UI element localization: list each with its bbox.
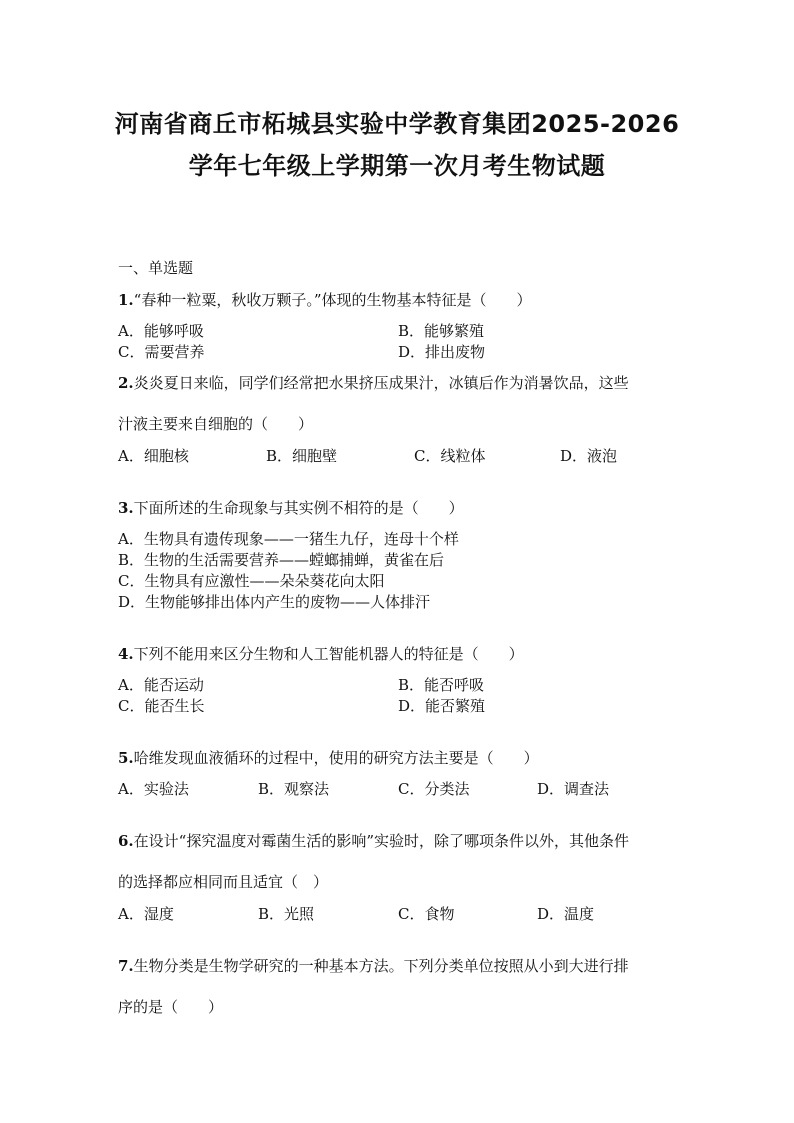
- question-7-stem: [118, 956, 629, 976]
- question-7-stem-continued: 序的是（ ）: [118, 998, 224, 1016]
- exam-title-line-2: 学年七年级上学期第一次月考生物试题: [188, 152, 606, 180]
- question-5-option-d[interactable]: D．调查法: [537, 780, 610, 798]
- section-heading: 一、单选题: [118, 259, 194, 277]
- question-number: 2.: [118, 374, 134, 392]
- question-2-option-a[interactable]: A．细胞核: [118, 447, 189, 465]
- question-1-stem: [118, 290, 532, 310]
- question-6-stem: [118, 831, 629, 851]
- question-1-option-b[interactable]: B．能够繁殖: [398, 322, 485, 340]
- question-text: 哈维发现血液循环的过程中，使用的研究方法主要是（ ）: [133, 749, 539, 767]
- question-5-option-c[interactable]: C．分类法: [398, 780, 470, 798]
- question-number: 1.: [118, 291, 134, 309]
- question-text: “春种一粒粟，秋收万颗子。”体现的生物基本特征是（ ）: [133, 291, 532, 309]
- question-number: 7.: [118, 957, 134, 975]
- question-text: 生物分类是生物学研究的一种基本方法。下列分类单位按照从小到大进行排: [133, 957, 629, 975]
- question-2-option-d[interactable]: D．液泡: [560, 447, 618, 465]
- question-6-option-c[interactable]: C．食物: [398, 905, 455, 923]
- exam-title-line-1: 河南省商丘市柘城县实验中学教育集团2025-2026: [114, 110, 680, 138]
- question-3-stem: [118, 498, 464, 518]
- question-number: 6.: [118, 832, 134, 850]
- question-2-stem: [118, 373, 629, 393]
- question-text: 在设计“探究温度对霉菌生活的影响”实验时，除了哪项条件以外，其他条件: [133, 832, 630, 850]
- question-5-option-b[interactable]: B．观察法: [258, 780, 330, 798]
- question-4-stem: [118, 644, 524, 664]
- question-3-option-a[interactable]: A．生物具有遗传现象——一猪生九仔，连母十个样: [118, 530, 459, 548]
- question-text: 下面所述的生命现象与其实例不相符的是（ ）: [133, 499, 464, 517]
- question-number: 5.: [118, 749, 134, 767]
- question-2-option-c[interactable]: C．线粒体: [414, 447, 486, 465]
- question-4-option-a[interactable]: A．能否运动: [118, 676, 204, 694]
- question-number: 4.: [118, 645, 134, 663]
- question-4-option-c[interactable]: C．能否生长: [118, 697, 205, 715]
- question-text: 炎炎夏日来临，同学们经常把水果挤压成果汁，冰镇后作为消暑饮品，这些: [133, 374, 629, 392]
- question-3-option-d[interactable]: D．生物能够排出体内产生的废物——人体排汗: [118, 593, 431, 611]
- question-2-stem-continued: 汁液主要来自细胞的（ ）: [118, 415, 314, 433]
- question-4-option-d[interactable]: D．能否繁殖: [398, 697, 486, 715]
- question-6-option-d[interactable]: D．温度: [537, 905, 595, 923]
- question-5-stem: [118, 748, 539, 768]
- question-3-option-c[interactable]: C．生物具有应激性——朵朵葵花向太阳: [118, 572, 385, 590]
- question-6-option-a[interactable]: A．湿度: [118, 905, 174, 923]
- question-1-option-d[interactable]: D．排出废物: [398, 343, 486, 361]
- question-1-option-a[interactable]: A．能够呼吸: [118, 322, 204, 340]
- question-text: 下列不能用来区分生物和人工智能机器人的特征是（ ）: [133, 645, 524, 663]
- question-6-stem-continued: 的选择都应相同而且适宜（ ）: [118, 873, 329, 891]
- question-6-option-b[interactable]: B．光照: [258, 905, 315, 923]
- question-5-option-a[interactable]: A．实验法: [118, 780, 189, 798]
- question-number: 3.: [118, 499, 134, 517]
- question-1-option-c[interactable]: C．需要营养: [118, 343, 205, 361]
- question-4-option-b[interactable]: B．能否呼吸: [398, 676, 485, 694]
- question-2-option-b[interactable]: B．细胞壁: [266, 447, 338, 465]
- question-3-option-b[interactable]: B．生物的生活需要营养——螳螂捕蝉，黄雀在后: [118, 551, 445, 569]
